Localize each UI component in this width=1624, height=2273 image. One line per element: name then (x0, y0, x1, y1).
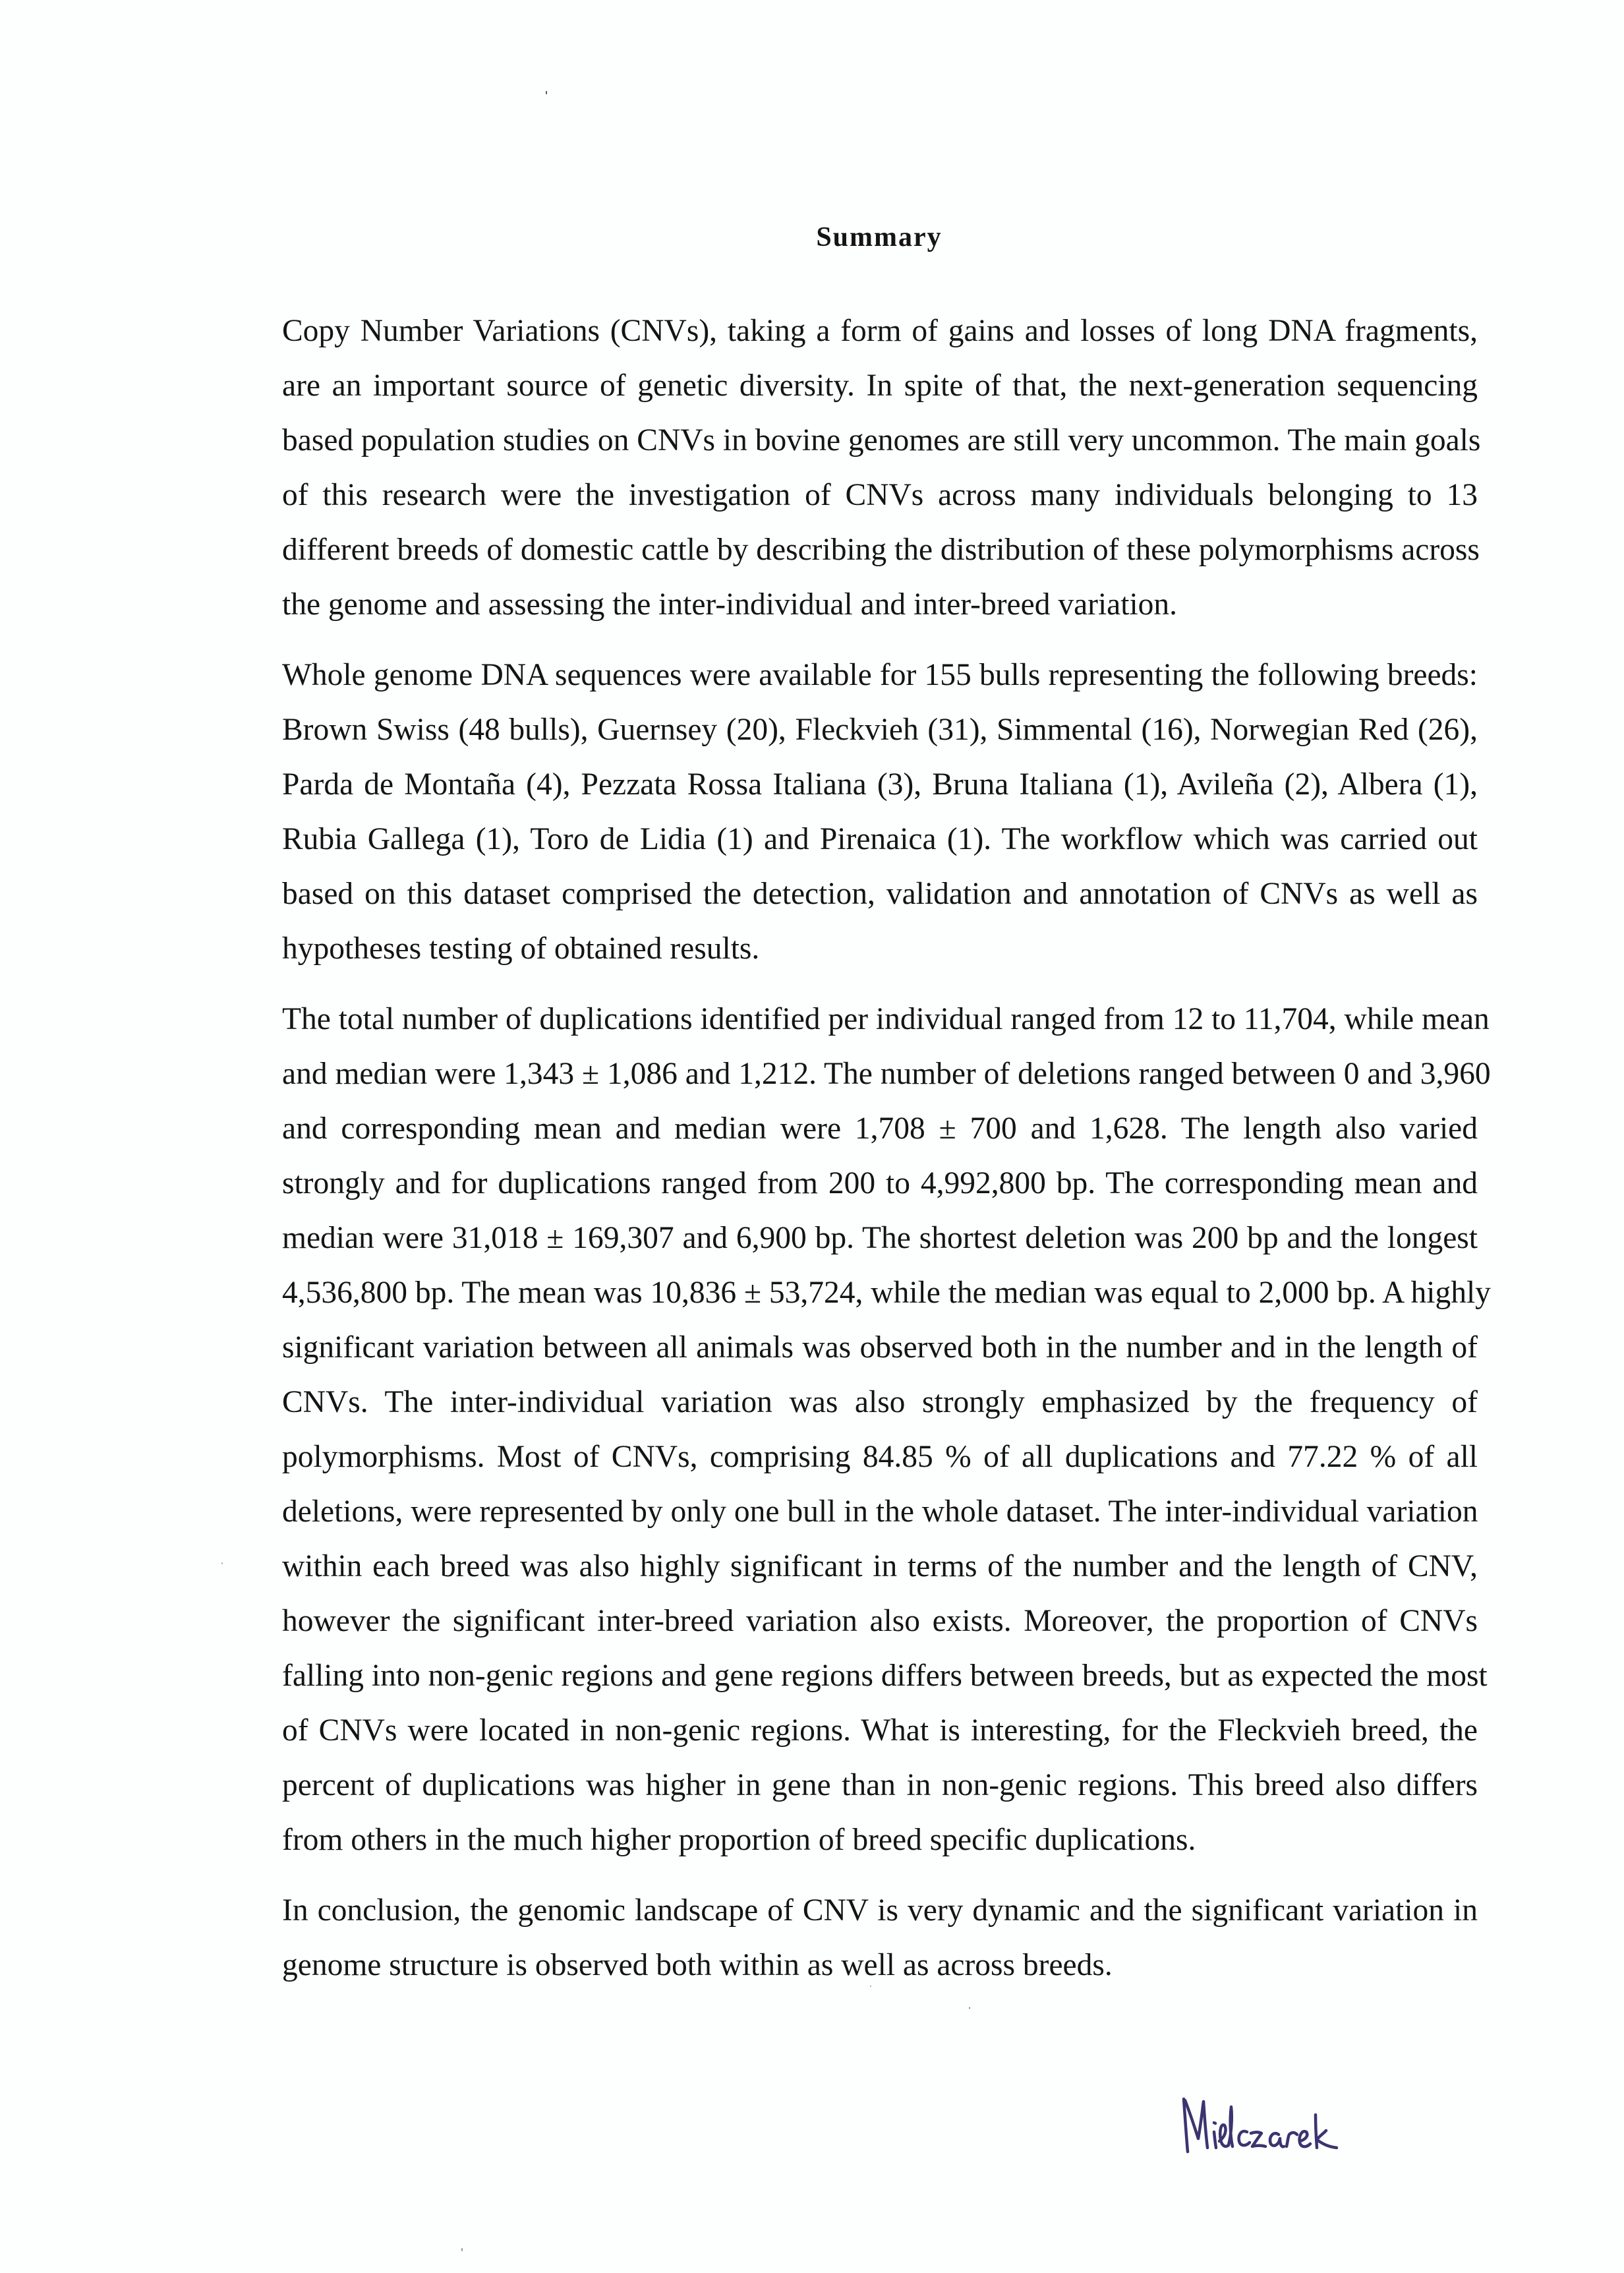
scan-speck (461, 2248, 463, 2251)
scan-speck (969, 2007, 970, 2009)
text-line: the genome and assessing the inter-individual and inter-breed variation. (282, 587, 1178, 622)
text-line: CNVs. The inter-individual variation was also strongly emphasized by the frequency of (282, 1385, 1478, 1419)
page-title: Summary (816, 222, 942, 252)
text-line: 4,536,800 bp. The mean was 10,836 ± 53,724, while the median was equal to 2,000 bp. A highly (282, 1276, 1491, 1310)
text-line: are an important source of genetic diversity. In spite of that, the next-generation sequencing (282, 369, 1478, 403)
text-line: polymorphisms. Most of CNVs, comprising 84.85 % of all duplications and 77.22 % of all (282, 1440, 1478, 1474)
paragraph-conclusion (282, 1883, 1478, 1993)
text-line: of this research were the investigation of CNVs across many individuals belonging to 13 (282, 478, 1478, 512)
summary-body (282, 304, 1491, 2009)
text-line: Copy Number Variations (CNVs), taking a form of gains and losses of long DNA fragments, (282, 314, 1478, 348)
text-line: strongly and for duplications ranged from 200 to 4,992,800 bp. The corresponding mean and (282, 1166, 1478, 1200)
text-line: Rubia Gallega (1), Toro de Lidia (1) and Pirenaica (1). The workflow which was carried out (282, 822, 1478, 856)
paragraph-dataset (282, 648, 1478, 976)
scan-speck (546, 91, 547, 94)
text-line: Whole genome DNA sequences were available for 155 bulls representing the following breeds: (282, 658, 1478, 692)
text-line: based population studies on CNVs in bovine genomes are still very uncommon. The main goals (282, 423, 1481, 458)
text-line: falling into non-genic regions and gene regions differs between breeds, but as expected the most (282, 1659, 1488, 1693)
text-line: hypotheses testing of obtained results. (282, 931, 760, 966)
text-line: and corresponding mean and median were 1,708 ± 700 and 1,628. The length also varied (282, 1111, 1478, 1146)
paragraph-results (282, 992, 1491, 1868)
text-line: based on this dataset comprised the detection, validation and annotation of CNVs as well as (282, 877, 1478, 911)
scan-speck (221, 1562, 223, 1564)
scan-speck (870, 1986, 871, 1987)
text-line: The total number of duplications identified per individual ranged from 12 to 11,704, while mean (282, 1002, 1490, 1036)
text-line: of CNVs were located in non-genic regions. What is interesting, for the Fleckvieh breed, the (282, 1713, 1478, 1748)
text-line: from others in the much higher proportion of breed specific duplications. (282, 1823, 1196, 1857)
handwritten-signature (1181, 2091, 1352, 2157)
text-line: median were 31,018 ± 169,307 and 6,900 bp. The shortest deletion was 200 bp and the longest (282, 1221, 1478, 1255)
text-line: Brown Swiss (48 bulls), Guernsey (20), Fleckvieh (31), Simmental (16), Norwegian Red (26), (282, 713, 1478, 747)
text-line: however the significant inter-breed variation also exists. Moreover, the proportion of CNVs (282, 1604, 1478, 1638)
text-line: within each breed was also highly significant in terms of the number and the length of CNV, (282, 1549, 1478, 1583)
text-line: and median were 1,343 ± 1,086 and 1,212. The number of deletions ranged between 0 and 3,960 (282, 1057, 1491, 1091)
text-line: different breeds of domestic cattle by describing the distribution of these polymorphisms across (282, 533, 1480, 567)
text-line: percent of duplications was higher in gene than in non-genic regions. This breed also differs (282, 1768, 1478, 1802)
text-line: deletions, were represented by only one bull in the whole dataset. The inter-individual variation (282, 1494, 1478, 1529)
text-line: Parda de Montaña (4), Pezzata Rossa Italiana (3), Bruna Italiana (1), Avileña (2), Albera (1), (282, 767, 1478, 802)
text-line: In conclusion, the genomic landscape of CNV is very dynamic and the significant variation in (282, 1893, 1478, 1928)
text-line: significant variation between all animals was observed both in the number and in the length of (282, 1330, 1478, 1365)
paragraph-intro (282, 304, 1481, 632)
text-line: genome structure is observed both within as well as across breeds. (282, 1948, 1113, 1982)
